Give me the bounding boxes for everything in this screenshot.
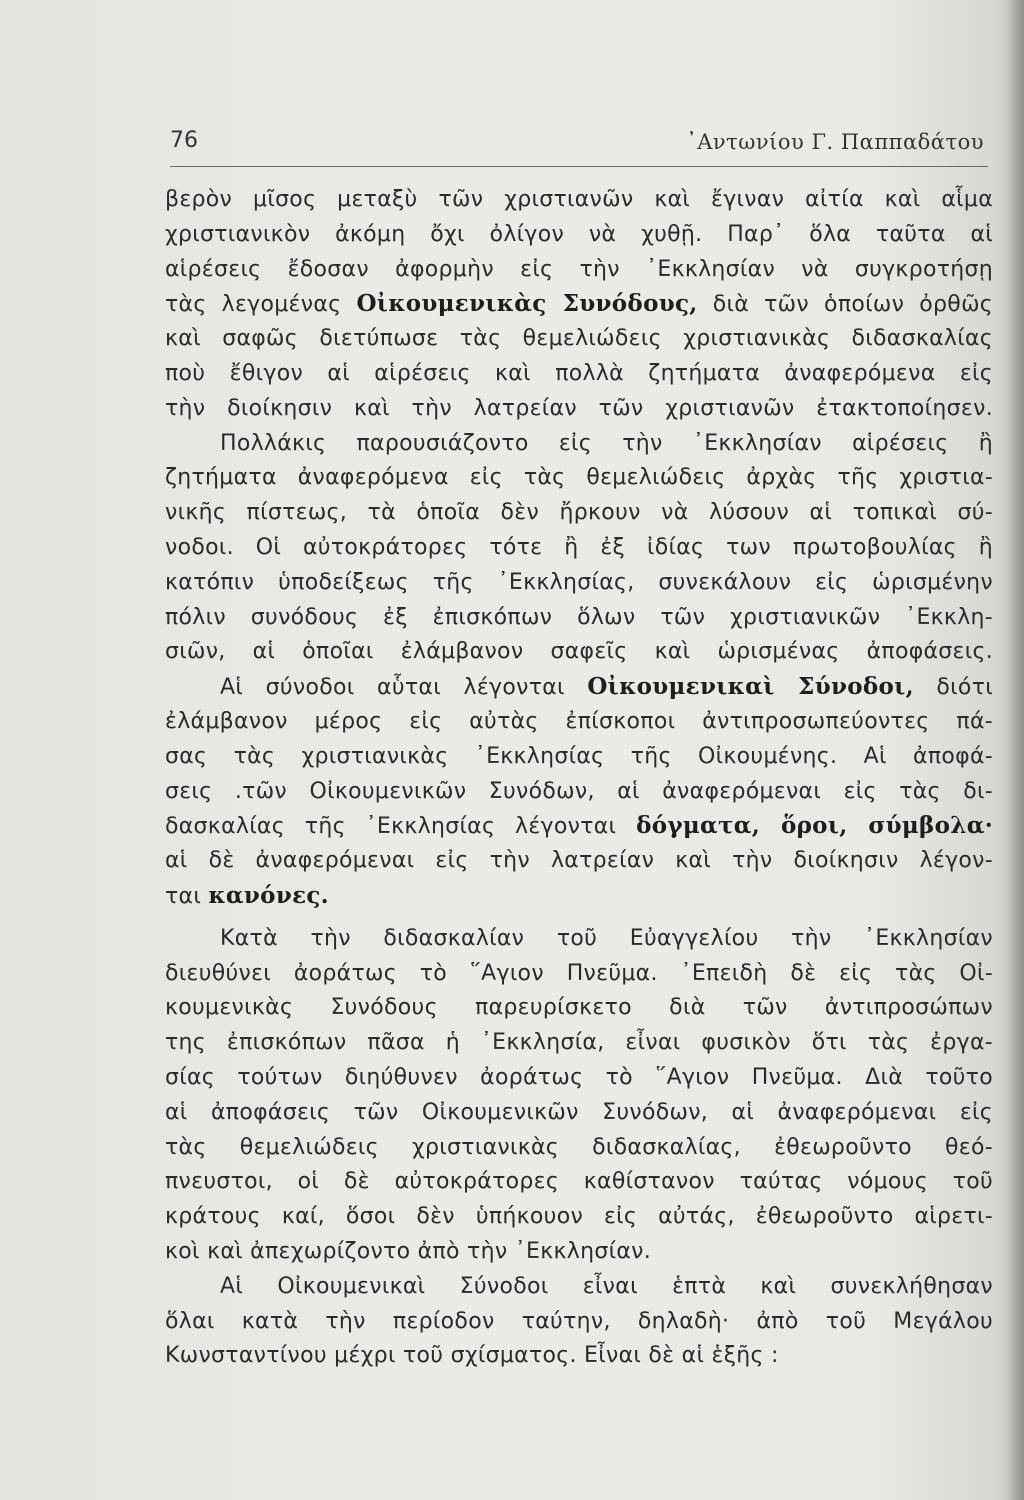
text-line — [165, 991, 993, 1026]
text-run: κατόπιν ὑποδείξεως τῆς ᾿Εκκλησίας, συνεκάλουν εἰς ὡρισμένην — [165, 569, 993, 595]
text-run: ποὺ ἔθιγον αἱ αἱρέσεις καὶ πολλὰ ζητήματα ἀναφερόμενα εἰς — [165, 360, 993, 386]
text-line — [165, 1305, 993, 1340]
text-run: σίας τούτων διηύθυνεν ἀοράτως τὸ ῞Αγιον Πνεῦμα. Διὰ τοῦτο — [165, 1064, 993, 1090]
text-run: νοδοι. Οἱ αὐτοκράτορες τότε ἢ ἐξ ἰδίας των πρωτοβουλίας ἢ — [165, 534, 993, 560]
text-run: τὰς θεμελιώδεις χριστιανικὰς διδασκαλίας, ἐθεωροῦντο θεό- — [165, 1134, 993, 1160]
text-run: πνευστοι, οἱ δὲ αὐτοκράτορες καθίστανον ταύτας νόμους τοῦ — [165, 1169, 993, 1195]
text-run: σιῶν, αἱ ὁποῖαι ἐλάμβανον σαφεῖς καὶ ὡρισμένας ἀποφάσεις. — [165, 639, 993, 665]
text-line — [165, 531, 993, 566]
text-line — [165, 1096, 993, 1131]
text-line — [165, 496, 993, 531]
text-line — [165, 601, 993, 636]
text-run: της ἐπισκόπων πᾶσα ἡ ᾿Εκκλησία, εἶναι φυσικὸν ὅτι τὰς ἐργα- — [165, 1030, 993, 1056]
text-line — [165, 392, 993, 427]
text-run: διὰ τῶν ὁποίων ὀρθῶς — [697, 292, 994, 318]
text-line — [165, 1165, 993, 1200]
text-run: αἱ ἀποφάσεις τῶν Οἰκουμενικῶν Συνόδων, αἱ ἀναφερόμεναι εἰς — [165, 1099, 993, 1125]
text-line — [165, 1270, 993, 1305]
text-run: πόλιν συνόδους ἐξ ἐπισκόπων ὅλων τῶν χριστιανικῶν ᾿Εκκλη- — [165, 604, 993, 630]
text-run: Κωνσταντίνου μέχρι τοῦ σχίσματος. Εἶναι δὲ αἱ ἑξῆς : — [165, 1343, 779, 1369]
text-line — [165, 1026, 993, 1061]
paragraph-gap — [165, 914, 993, 922]
text-run: κουμενικὰς Συνόδους παρευρίσκετο διὰ τῶν ἀντιπροσώπων — [165, 995, 993, 1021]
text-run: νικῆς πίστεως, τὰ ὁποῖα δὲν ἤρκουν νὰ λύσουν αἱ τοπικαὶ σύ- — [165, 500, 993, 526]
text-run: χριστιανικὸν ἀκόμη ὄχι ὀλίγον νὰ χυθῇ. Παρ᾿ ὅλα ταῦτα αἱ — [165, 221, 993, 247]
text-run: αἱ δὲ ἀναφερόμεναι εἰς τὴν λατρείαν καὶ τὴν διοίκησιν λέγον- — [165, 848, 993, 874]
page-edge-shadow — [1006, 0, 1024, 1500]
header-rule — [170, 166, 988, 167]
text-line — [165, 879, 993, 914]
text-line — [165, 957, 993, 992]
text-line — [165, 705, 993, 740]
text-line — [165, 1235, 993, 1270]
text-line — [165, 253, 993, 288]
text-line — [165, 427, 993, 462]
text-run: σας τὰς χριστιανικὰς ᾿Εκκλησίας τῆς Οἰκουμένης. Αἱ ἀποφά- — [165, 743, 993, 769]
page-header — [170, 118, 990, 158]
text-line — [165, 1200, 993, 1235]
text-line — [165, 183, 993, 218]
text-line — [165, 1061, 993, 1096]
text-run: Κατὰ τὴν διδασκαλίαν τοῦ Εὐαγγελίου τὴν ᾿Εκκλησίαν — [220, 925, 993, 951]
text-line — [165, 287, 993, 322]
text-run: καὶ σαφῶς διετύπωσε τὰς θεμελιώδεις χριστιανικὰς διδασκαλίας — [165, 326, 993, 352]
text-run: Αἱ Οἰκουμενικαὶ Σύνοδοι εἶναι ἑπτὰ καὶ συνεκλήθησαν — [220, 1273, 993, 1299]
running-head: ᾿Αντωνίου Γ. Παππαδάτου — [686, 130, 984, 154]
bold-term: Οἰκουμενικαὶ Σύνοδοι, — [587, 673, 914, 701]
text-line — [165, 670, 993, 705]
text-run: τὴν διοίκησιν καὶ τὴν λατρείαν τῶν χριστιανῶν ἐτακτοποίησεν. — [165, 395, 993, 421]
text-line — [165, 1339, 993, 1374]
text-run: ἐλάμβανον μέρος εἰς αὐτὰς ἐπίσκοποι ἀντιπροσωπεύοντες πά- — [165, 708, 993, 734]
text-run: Αἱ σύνοδοι αὗται λέγονται — [220, 675, 588, 701]
text-run: διότι — [913, 675, 993, 701]
text-line — [165, 566, 993, 601]
text-line — [165, 740, 993, 775]
text-run: ὅλαι κατὰ τὴν περίοδον ταύτην, δηλαδὴ· ἀπὸ τοῦ Μεγάλου — [165, 1308, 993, 1334]
text-run: αἱρέσεις ἔδοσαν ἀφορμὴν εἰς τὴν ᾿Εκκλησίαν νὰ συγκροτήσῃ — [165, 256, 993, 282]
text-line — [165, 218, 993, 253]
text-run: Πολλάκις παρουσιάζοντο εἰς τὴν ᾿Εκκλησίαν αἱρέσεις ἢ — [220, 430, 993, 456]
text-run: κοὶ καὶ ἀπεχωρίζοντο ἀπὸ τὴν ᾿Εκκλησίαν. — [165, 1238, 651, 1264]
page-number: 76 — [170, 128, 198, 153]
text-line — [165, 809, 993, 844]
text-line — [165, 461, 993, 496]
bold-term: Οἰκουμενικὰς Συνόδους, — [356, 290, 698, 318]
text-line — [165, 357, 993, 392]
text-run: βερὸν μῖσος μεταξὺ τῶν χριστιανῶν καὶ ἔγιναν αἰτία καὶ αἷμα — [165, 187, 993, 212]
text-line — [165, 635, 993, 670]
bold-term: δόγματα, ὅροι, σύμβολα· — [636, 812, 993, 840]
text-line — [165, 322, 993, 357]
text-run: κράτους καί, ὅσοι δὲν ὑπήκουον εἰς αὐτάς, ἐθεωροῦντο αἱρετι- — [165, 1204, 993, 1230]
text-run: ζητήματα ἀναφερόμενα εἰς τὰς θεμελιώδεις ἀρχὰς τῆς χριστια- — [165, 465, 993, 491]
text-run: σεις .τῶν Οἰκουμενικῶν Συνόδων, αἱ ἀναφερόμεναι εἰς τὰς δι- — [165, 778, 993, 804]
text-run: διευθύνει ἀοράτως τὸ ῞Αγιον Πνεῦμα. ᾿Επειδὴ δὲ εἰς τὰς Οἰ- — [165, 960, 993, 986]
body-text — [165, 183, 993, 1374]
text-line — [165, 1131, 993, 1166]
text-run: ται — [165, 883, 209, 909]
bold-term: κανόνες. — [208, 881, 329, 909]
text-line — [165, 922, 993, 957]
text-line — [165, 844, 993, 879]
text-run: δασκαλίας τῆς ᾿Εκκλησίας λέγονται — [165, 814, 637, 840]
text-line — [165, 775, 993, 810]
text-run: τὰς λεγομένας — [165, 292, 357, 318]
